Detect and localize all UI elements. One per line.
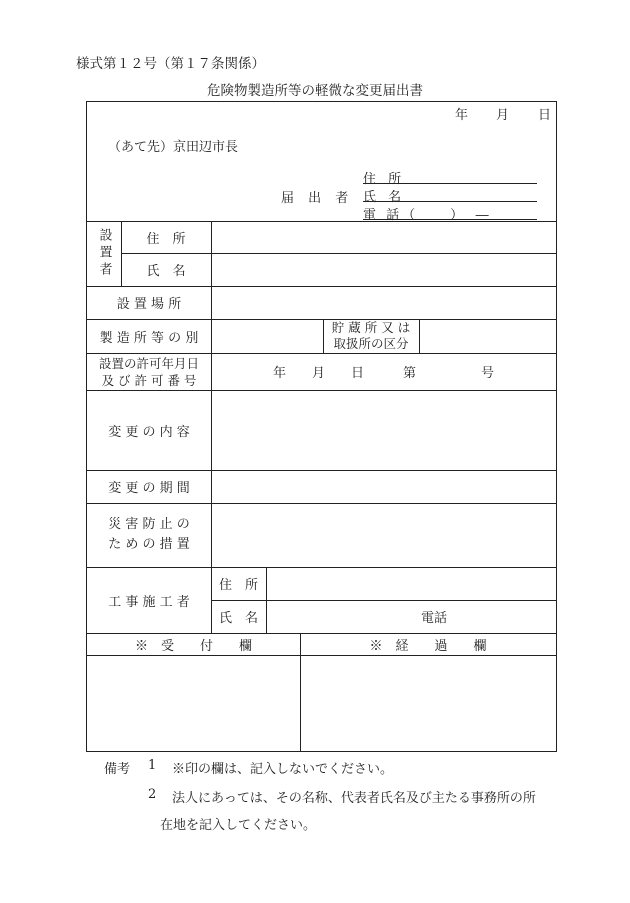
- permit-label-line1: 設置の許可年月日: [98, 355, 199, 371]
- installer-address-label: 住 所: [146, 231, 186, 247]
- notifier-address-line: [363, 183, 537, 184]
- date-year[interactable]: 年: [455, 108, 469, 123]
- note-2-text-line1: 法人にあっては、その名称、代表者氏名及び主たる事務所の所: [172, 791, 536, 806]
- note-2-number: 2: [148, 787, 157, 802]
- contractor-phone-label: 電話: [420, 611, 447, 626]
- contractor-label: 工 事 施 工 者: [108, 594, 190, 610]
- note-2-text-line2: 在地を記入してください。: [160, 818, 317, 833]
- form-id: 様式第１２号（第１７条関係）: [76, 56, 265, 72]
- facility-type-label: 製 造 所 等 の 別: [99, 330, 199, 346]
- reception-header: ※ 受 付 欄: [134, 638, 252, 654]
- date-month[interactable]: 月: [496, 108, 510, 123]
- notifier-phone-label[interactable]: 電 話（ ） ―: [363, 208, 492, 223]
- notifier-label: 届 出 者: [281, 191, 354, 206]
- storage-class-line2: 取扱所の区分: [333, 336, 409, 351]
- change-content-label: 変 更 の 内 容: [108, 424, 190, 440]
- notifier-phone-line: [363, 219, 537, 220]
- contractor-name-label: 氏 名: [218, 611, 258, 626]
- installer-label: 設置者: [96, 228, 112, 279]
- notes-label: 備考: [104, 762, 131, 777]
- disaster-prevention-line1: 災 害 防 止 の: [108, 517, 190, 532]
- contractor-address-label: 住 所: [218, 578, 258, 593]
- note-1-text: ※印の欄は、記入しないでください。: [172, 762, 394, 777]
- change-period-label: 変 更 の 期 間: [108, 481, 190, 496]
- notifier-name-line: [363, 201, 537, 202]
- note-1-number: 1: [148, 758, 157, 773]
- storage-class-label: [323, 319, 419, 353]
- installer-name-label: 氏 名: [146, 264, 186, 279]
- form-frame: [86, 101, 557, 752]
- date-day[interactable]: 日: [538, 108, 552, 123]
- progress-header: ※ 経 過 欄: [369, 638, 487, 654]
- disaster-prevention-label: [87, 503, 211, 567]
- permit-label-line2: 及 び 許 可 番 号: [101, 372, 197, 388]
- permit-label: [87, 353, 211, 390]
- notifier-name-label[interactable]: 氏 名: [363, 190, 406, 205]
- document-title: 危険物製造所等の軽微な変更届出書: [207, 83, 423, 99]
- storage-class-line1: 貯 蔵 所 又 は: [331, 320, 411, 335]
- permit-value[interactable]: 年 月 日 第 号: [272, 366, 494, 381]
- location-label: 設 置 場 所: [116, 297, 182, 312]
- disaster-prevention-line2: た め の 措 置: [108, 537, 190, 552]
- addressee: （あて先）京田辺市長: [108, 140, 239, 155]
- notifier-address-label[interactable]: 住 所: [363, 172, 406, 187]
